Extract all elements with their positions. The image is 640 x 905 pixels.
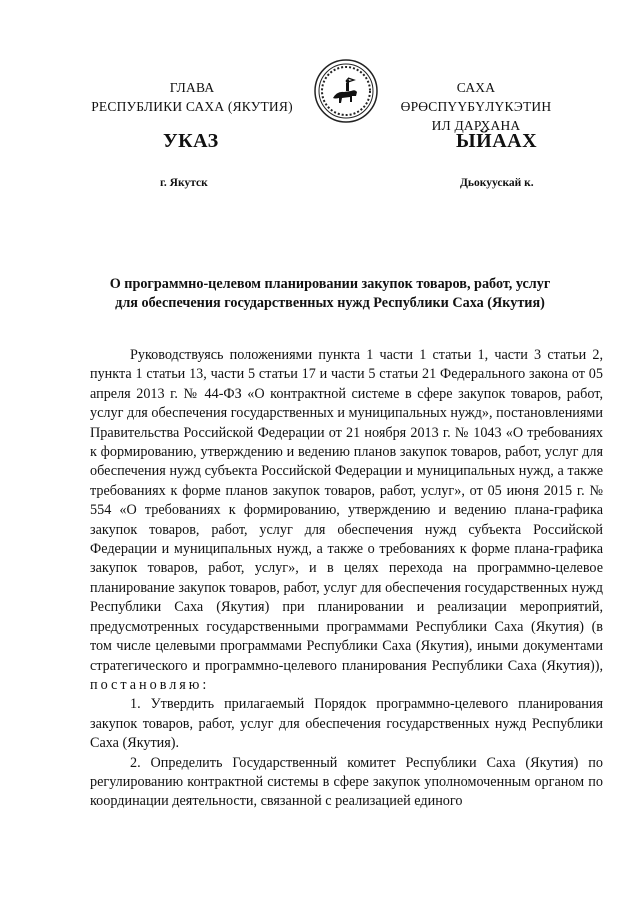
- paragraph-preamble: [90, 346, 603, 695]
- city-label-yakut: Дьокуускай к.: [460, 177, 534, 189]
- header-right: [386, 78, 566, 135]
- coat-of-arms-emblem: [313, 58, 379, 124]
- document-body: [90, 346, 603, 812]
- decree-keyword: постановляю:: [90, 676, 210, 693]
- header-left-line2: РЕСПУБЛИКИ САХА (ЯКУТИЯ): [91, 99, 293, 114]
- city-label-russian: г. Якутск: [160, 177, 208, 189]
- preamble-text: Руководствуясь положениями пункта 1 части 1 статьи 1, части 3 статьи 2, пункта 1 статьи 13, части 5 статьи 17 и части 5 статьи 21 Федерального закона от 05 апреля 2013 г. № 44-ФЗ «О контрактной системе в сфере закупок товаров, работ, услуг для обеспечения государственных и муниципальных нужд», постановлениями Правительства Российской Федерации от 21 ноября 2013 г. № 1043 «О требованиях к формированию, утверждению и ведению планов закупок товаров, работ, услуг для обеспечения нужд субъекта Российской Федерации и муниципальных нужд, а также требованиях к форме планов закупок товаров, работ, услуг», от 05 июня 2015 г. № 554 «О требованиях к формированию, утверждению и ведению плана-графика закупок товаров, работ, услуг для обеспечения нужд субъекта Российской Федерации и муниципальных нужд, а также о требованиях к форме плана-графика закупок товаров, работ, услуг», и в целях перехода на программно-целевое планирование закупок товаров, работ, услуг для обеспечения государственных нужд Республики Саха (Якутия) при планировании и реализации мероприятий, предусмотренных государственными программами Республики Саха (Якутия) (в том числе целевыми программами Республики Саха (Якутия), иными документами стратегического и программно-целевого планирования Республики Саха (Якутия)),: [90, 347, 603, 674]
- header-right-line1: САХА ӨРӨСПҮҮБҮЛҮКЭТИН: [400, 80, 552, 114]
- document-title-line2: для обеспечения государственных нужд Республики Саха (Якутия): [115, 295, 545, 311]
- decree-label-russian: УКАЗ: [163, 130, 219, 152]
- paragraph-item-1: 1. Утвердить прилагаемый Порядок программно-целевого планирования закупок товаров, работ, услуг для обеспечения государственных нужд Республики Саха (Якутия).: [90, 696, 603, 752]
- paragraph-item-2: 2. Определить Государственный комитет Республики Саха (Якутия) по регулированию контрактной системы в сфере закупок уполномоченным органом по координации деятельности, связанной с реализацией единого: [90, 754, 603, 810]
- document-title: [60, 275, 600, 313]
- document-title-line1: О программно-целевом планировании закупок товаров, работ, услуг: [109, 276, 551, 292]
- decree-label-yakut: ЫЙААХ: [456, 130, 538, 152]
- header-left-line1: ГЛАВА: [169, 80, 215, 95]
- header-left: [82, 78, 302, 116]
- header-right-line2: ИЛ ДАРХАНА: [431, 118, 521, 133]
